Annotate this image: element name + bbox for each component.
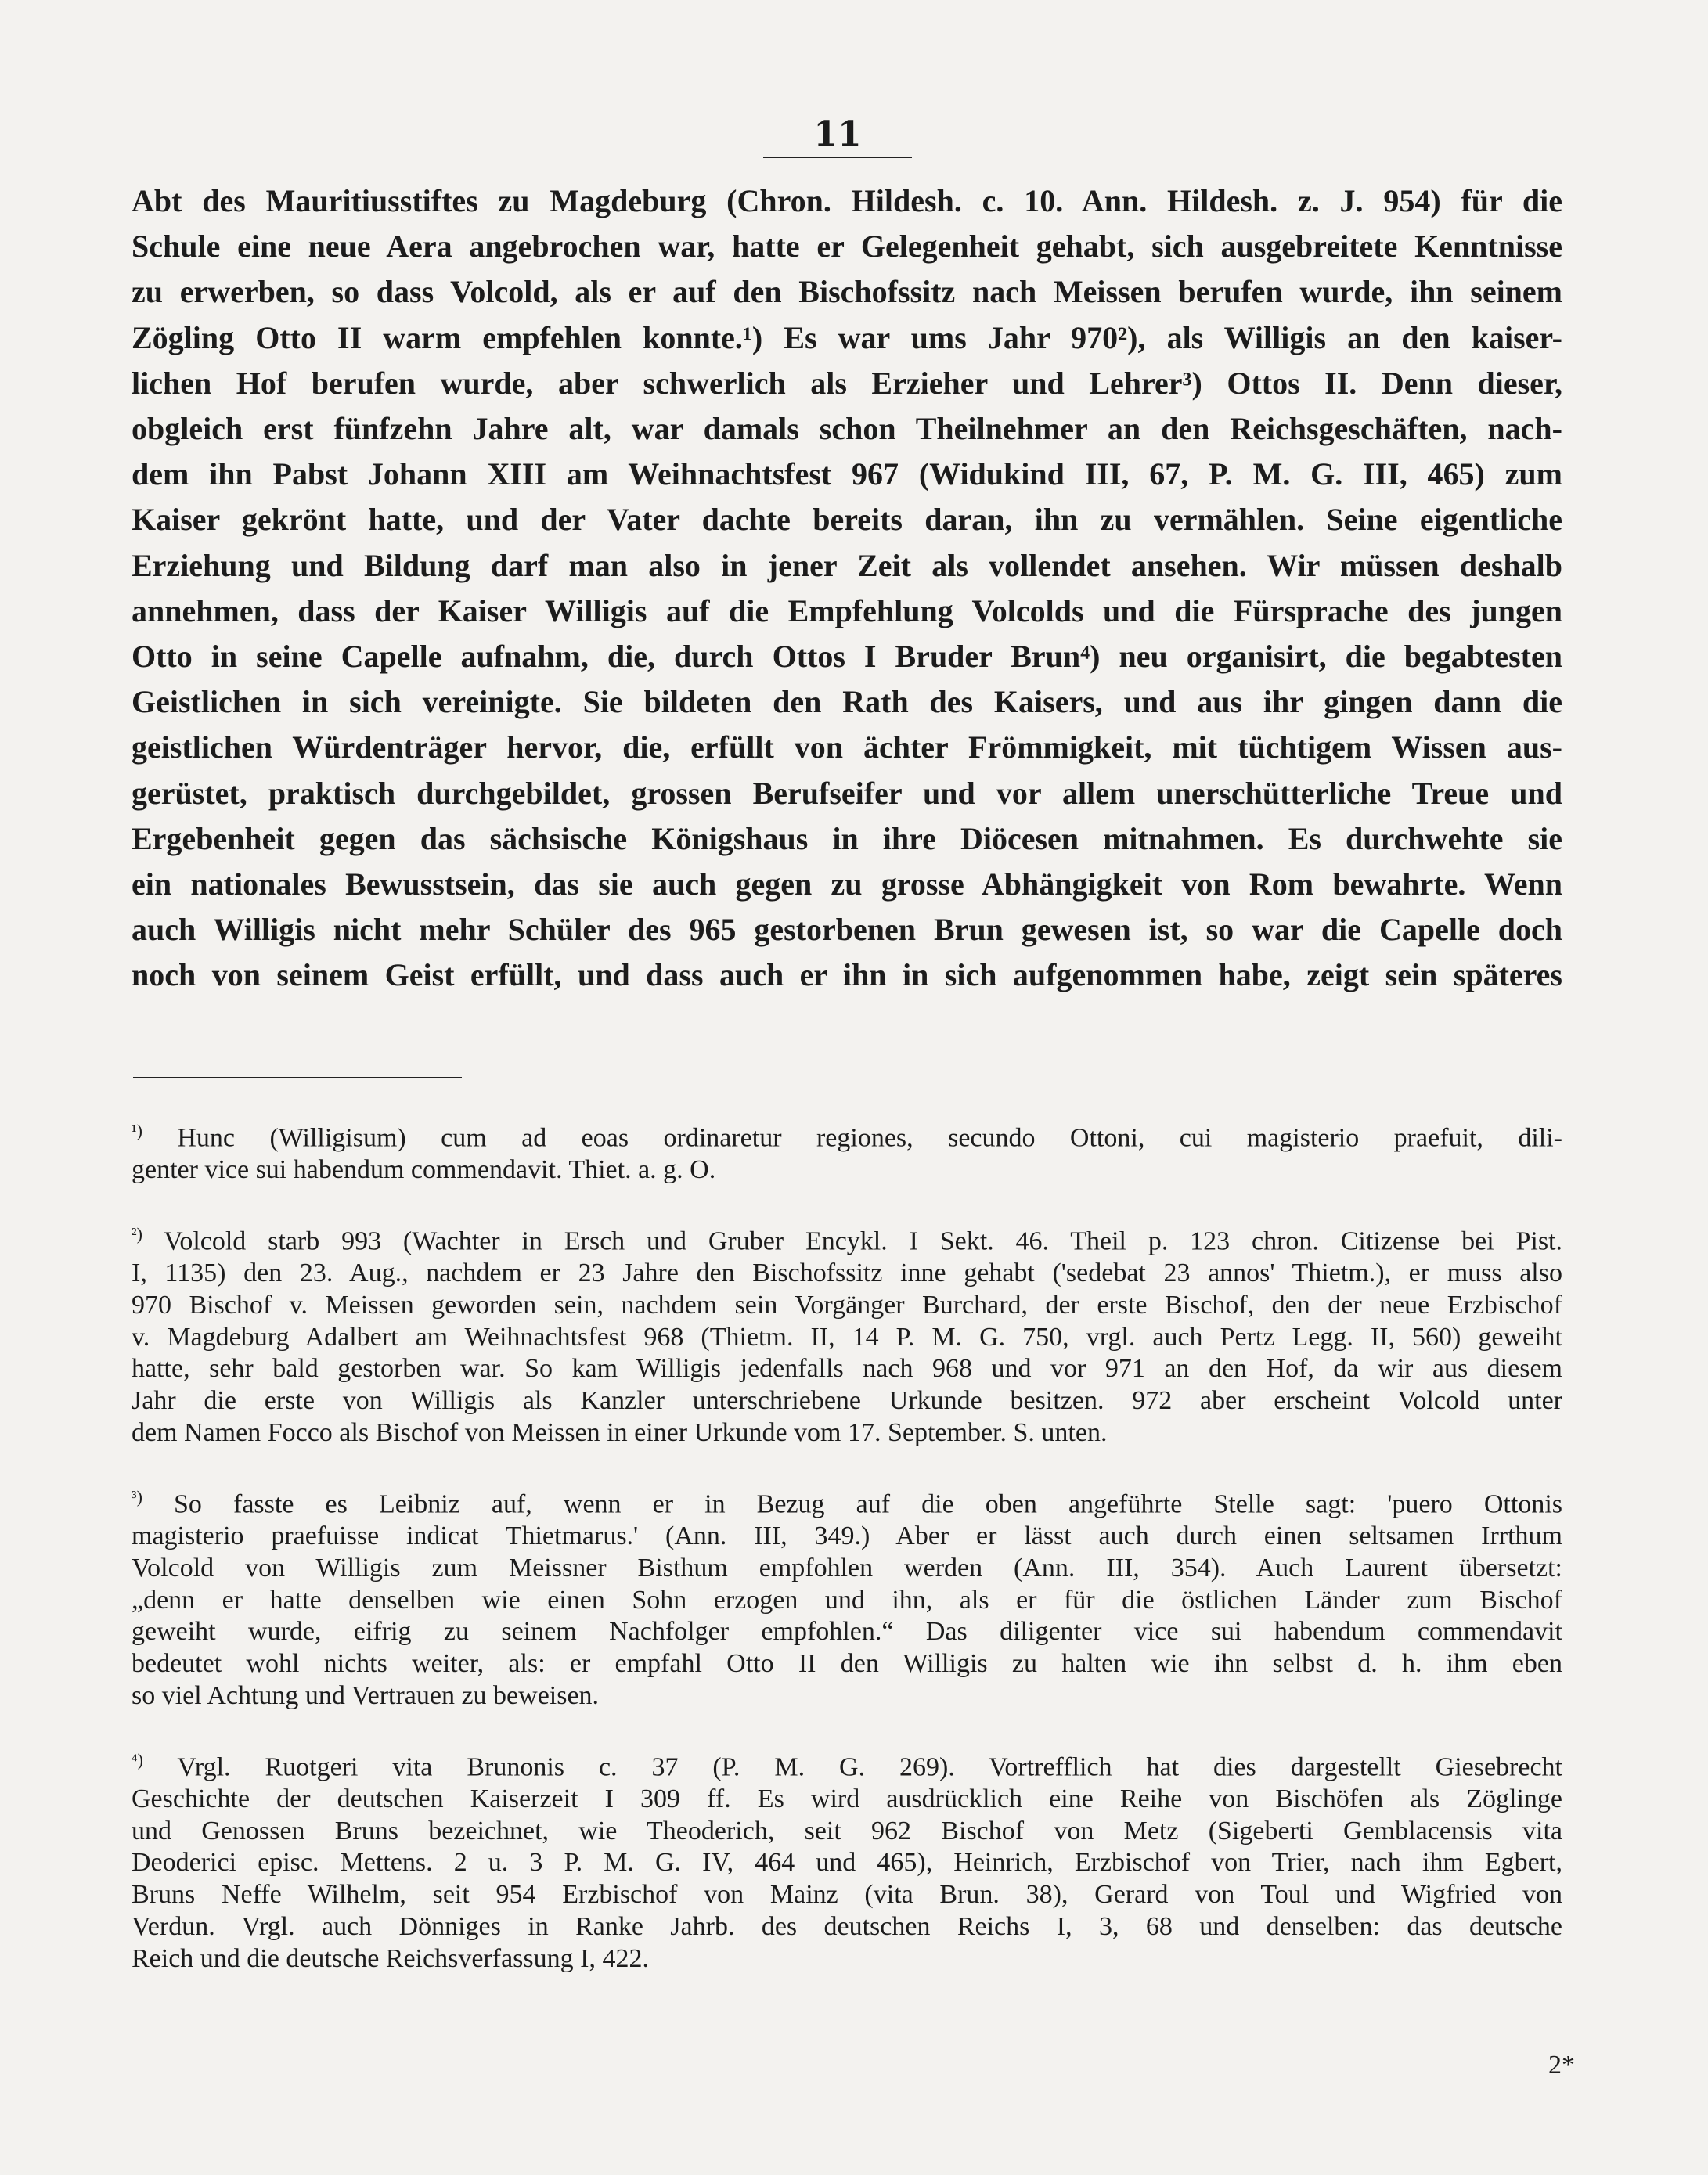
main-text-line: gerüstet, praktisch durchgebildet, grossen Berufseifer und vor allem unerschütterliche Treue und xyxy=(132,775,1562,811)
footnote-line: Deoderici episc. Mettens. 2 u. 3 P. M. G. IV, 464 und 465), Heinrich, Erzbischof von Trier, nach ihm Egbert, xyxy=(132,1848,1562,1878)
main-text-line: geistlichen Würdenträger hervor, die, erfüllt von ächter Frömmigkeit, mit tüchtigem Wissen aus- xyxy=(132,729,1562,765)
footnote-line: Jahr die erste von Willigis als Kanzler unterschriebene Urkunde besitzen. 972 aber erscheint Volcold unter xyxy=(132,1386,1562,1416)
footnote-line: Verdun. Vrgl. auch Dönniges in Ranke Jahrb. des deutschen Reichs I, 3, 68 und denselben: das deutsche xyxy=(132,1912,1562,1942)
footnote-text: Volcold starb 993 (Wachter in Ersch und Gruber Encykl. I Sekt. 46. Theil p. 123 chron. Citizense bei Pist. xyxy=(164,1226,1562,1256)
footnote-4 xyxy=(132,1745,1562,1975)
main-text-line: zu erwerben, so dass Volcold, als er auf den Bischofssitz nach Meissen berufen wurde, ihn seinem xyxy=(132,274,1562,310)
main-text-line: Zögling Otto II warm empfehlen konnte.¹) Es war ums Jahr 970²), als Willigis an den kaiser- xyxy=(132,319,1562,355)
footnote-line: genter vice sui habendum commendavit. Thiet. a. g. O. xyxy=(132,1155,716,1185)
footnote-line: Volcold von Willigis zum Meissner Bisthum empfohlen werden (Ann. III, 354). Auch Laurent übersetzt: xyxy=(132,1553,1562,1583)
main-text-line: Kaiser gekrönt hatte, und der Vater dachte bereits daran, ihn zu vermählen. Seine eigentliche xyxy=(132,502,1562,538)
footnote-text: Vrgl. Ruotgeri vita Brunonis c. 37 (P. M. G. 269). Vortrefflich hat dies dargestellt Giesebrecht xyxy=(177,1752,1562,1782)
footnote-mark: ¹) xyxy=(132,1121,142,1140)
footnote-line: Geschichte der deutschen Kaiserzeit I 309 ff. Es wird ausdrücklich eine Reihe von Bischöfen als Zöglinge xyxy=(132,1784,1562,1813)
main-text-line: Schule eine neue Aera angebrochen war, hatte er Gelegenheit gehabt, sich ausgebreitete Kenntnisse xyxy=(132,229,1562,265)
footnote-1 xyxy=(132,1115,1562,1187)
footnote-line: bedeutet wohl nichts weiter, als: er empfahl Otto II den Willigis zu halten wie ihn selbst d. h. ihm eben xyxy=(132,1649,1562,1679)
footnote-text: Hunc (Willigisum) cum ad eoas ordinaretur regiones, secundo Ottoni, cui magisterio praefuit, dili- xyxy=(177,1123,1562,1153)
main-text-line: Geistlichen in sich vereinigte. Sie bildeten den Rath des Kaisers, und aus ihr gingen dann die xyxy=(132,684,1562,720)
main-text-line: dem ihn Pabst Johann XIII am Weihnachtsfest 967 (Widukind III, 67, P. M. G. III, 465) zum xyxy=(132,456,1562,492)
main-text-line: lichen Hof berufen wurde, aber schwerlich als Erzieher und Lehrer³) Ottos II. Denn dieser, xyxy=(132,365,1562,401)
footnote-line: Bruns Neffe Wilhelm, seit 954 Erzbischof von Mainz (vita Brun. 38), Gerard von Toul und Wigfried von xyxy=(132,1880,1562,1910)
footnote-text: So fasste es Leibniz auf, wenn er in Bezug auf die oben angeführte Stelle sagt: 'puero Ottonis xyxy=(174,1489,1562,1519)
footnote-line: und Genossen Bruns bezeichnet, wie Theoderich, seit 962 Bischof von Metz (Sigeberti Gemblacensis vita xyxy=(132,1816,1562,1846)
page-number: 11 xyxy=(813,114,862,154)
footnote-line: so viel Achtung und Vertrauen zu beweisen. xyxy=(132,1680,600,1710)
main-text-line: noch von seinem Geist erfüllt, und dass auch er ihn in sich aufgenommen habe, zeigt sein späteres xyxy=(132,957,1562,993)
footnote-line xyxy=(132,1219,1562,1258)
footnote-line: 970 Bischof v. Meissen geworden sein, nachdem sein Vorgänger Burchard, der erste Bischof, den der neue Erzbischof xyxy=(132,1290,1562,1320)
main-text-line: Otto in seine Capelle aufnahm, die, durch Ottos I Bruder Brun⁴) neu organisirt, die begabtesten xyxy=(132,639,1562,675)
footnote-line: I, 1135) den 23. Aug., nachdem er 23 Jahre den Bischofssitz inne gehabt ('sedebat 23 annos' Thietm.), er muss also xyxy=(132,1259,1562,1288)
main-text-line: Ergebenheit gegen das sächsische Königshaus in ihre Diöcesen mitnahmen. Es durchwehte sie xyxy=(132,820,1562,856)
main-text-line: ein nationales Bewusstsein, das sie auch gegen zu grosse Abhängigkeit von Rom bewahrte. Wenn xyxy=(132,866,1562,902)
main-text-body xyxy=(132,178,1562,999)
footnote-line: dem Namen Focco als Bischof von Meissen in einer Urkunde vom 17. September. S. unten. xyxy=(132,1418,1108,1448)
footnote-3 xyxy=(132,1482,1562,1712)
signature-mark: 2* xyxy=(1548,2051,1575,2080)
footnote-line: v. Magdeburg Adalbert am Weihnachtsfest 968 (Thietm. II, 14 P. M. G. 750, vrgl. auch Pertz Legg. II, 560) geweiht xyxy=(132,1322,1562,1352)
footnote-mark: ⁴) xyxy=(132,1749,143,1770)
footnote-line xyxy=(132,1115,1562,1154)
main-text-line: obgleich erst fünfzehn Jahre alt, war damals schon Theilnehmer an den Reichsgeschäften, nach- xyxy=(132,411,1562,447)
main-text-line: Erziehung und Bildung darf man also in jener Zeit als vollendet ansehen. Wir müssen deshalb xyxy=(132,547,1562,583)
footnote-mark: ³) xyxy=(132,1486,142,1507)
footnote-line: magisterio praefuisse indicat Thietmarus.' (Ann. III, 349.) Aber er lässt auch durch einen seltsamen Irrthum xyxy=(132,1521,1562,1550)
footnote-line xyxy=(132,1745,1562,1784)
footnote-line: „denn er hatte denselben wie einen Sohn erzogen und ihn, als er für die östlichen Länder zum Bischof xyxy=(132,1585,1562,1615)
footnote-separator xyxy=(133,1077,462,1078)
main-text-line: annehmen, dass der Kaiser Willigis auf die Empfehlung Volcolds und die Fürsprache des jungen xyxy=(132,592,1562,628)
footnote-line xyxy=(132,1482,1562,1521)
footnote-line: hatte, sehr bald gestorben war. So kam Willigis jedenfalls nach 968 und vor 971 an den Hof, da wir aus diesem xyxy=(132,1354,1562,1384)
footnote-line: geweiht wurde, eifrig zu seinem Nachfolger empfohlen.“ Das diligenter vice sui habendum commendavit xyxy=(132,1617,1562,1647)
footnote-mark: ²) xyxy=(132,1223,142,1244)
page-number-rule xyxy=(763,157,912,158)
footnote-2 xyxy=(132,1219,1562,1449)
main-text-line: auch Willigis nicht mehr Schüler des 965 gestorbenen Brun gewesen ist, so war die Capelle doch xyxy=(132,912,1562,948)
footnote-line: Reich und die deutsche Reichsverfassung I, 422. xyxy=(132,1943,649,1973)
main-text-line: Abt des Mauritiusstiftes zu Magdeburg (Chron. Hildesh. c. 10. Ann. Hildesh. z. J. 954) für die xyxy=(132,183,1562,218)
footnotes xyxy=(132,1115,1562,2008)
